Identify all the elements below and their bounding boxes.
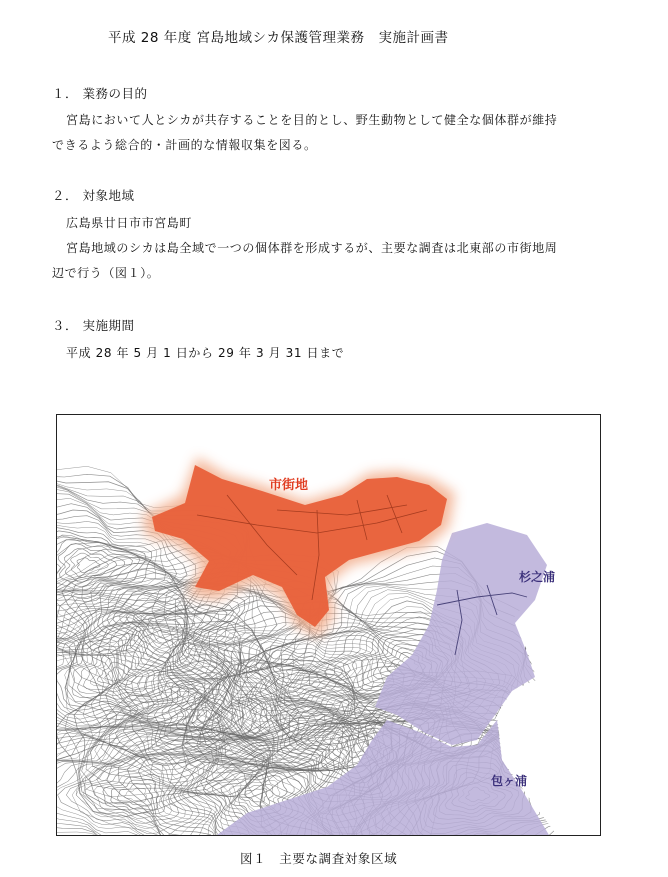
label-sugi: 杉之浦 — [519, 570, 556, 584]
area-line-3: 辺で行う（図１）。 — [52, 266, 160, 280]
section-heading-area: ２． 対象地域 — [52, 188, 135, 203]
label-city: 市街地 — [269, 478, 309, 493]
figure-caption: 図１ 主要な調査対象区域 — [240, 851, 398, 866]
document-title: 平成 28 年度 宮島地域シカ保護管理業務 実施計画書 — [108, 30, 449, 46]
area-line-2: 宮島地域のシカは島全域で一つの個体群を形成するが、主要な調査は北東部の市街地周 — [66, 241, 558, 255]
purpose-line-1: 宮島において人とシカが共存することを目的とし、野生動物として健全な個体群が維持 — [66, 113, 558, 127]
map-canvas — [57, 415, 600, 835]
section-heading-period: ３． 実施期間 — [52, 318, 135, 333]
period-line-1: 平成 28 年 5 月 1 日から 29 年 3 月 31 日まで — [66, 346, 345, 360]
label-tsutsumi: 包ヶ浦 — [491, 774, 528, 788]
survey-area-map — [56, 414, 601, 836]
area-line-1: 広島県廿日市市宮島町 — [66, 216, 193, 230]
purpose-line-2: できるよう総合的・計画的な情報収集を図る。 — [52, 138, 317, 152]
section-heading-purpose: １． 業務の目的 — [52, 86, 148, 101]
